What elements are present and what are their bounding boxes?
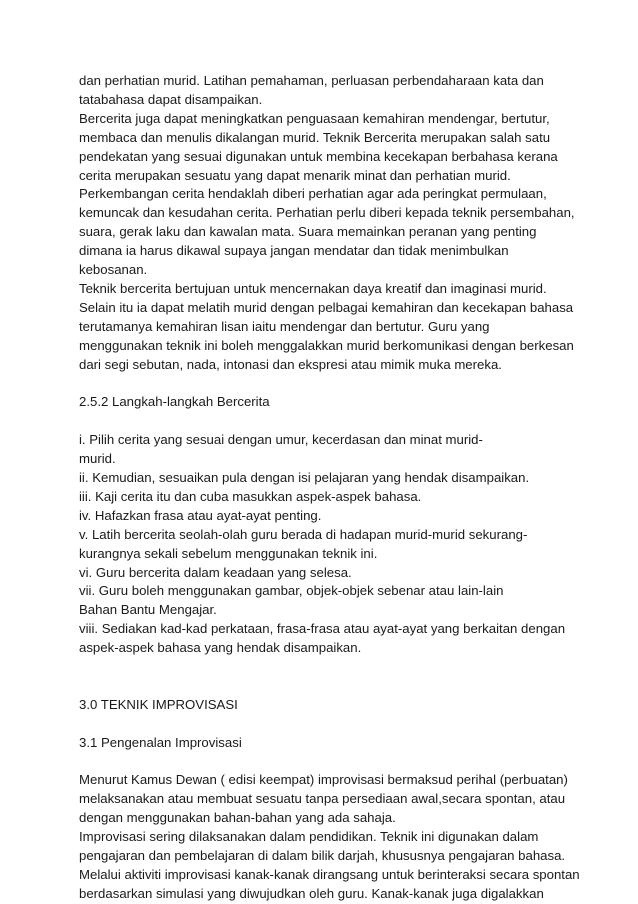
list-item: iv. Hafazkan frasa atau ayat-ayat penting. (79, 507, 322, 523)
paragraph-improvisasi-intro (79, 771, 580, 903)
text-line: pengajaran dan pembelajaran di dalam bilik darjah, khususnya pengajaran bahasa. (79, 848, 566, 864)
text-line: Menurut Kamus Dewan ( edisi keempat) improvisasi bermaksud perihal (perbuatan) (79, 772, 568, 788)
text-line: berdasarkan simulasi yang diwujudkan oleh guru. Kanak-kanak juga digalakkan (79, 885, 544, 901)
text-line: dimana ia harus dikawal supaya jangan mendatar dan tidak menimbulkan (79, 243, 509, 259)
text-line: dari segi sebutan, nada, intonasi dan ekspresi atau mimik muka mereka. (79, 356, 502, 372)
list-item: kurangnya sekali sebelum menggunakan teknik ini. (79, 545, 378, 561)
spacer (79, 658, 569, 696)
list-item: i. Pilih cerita yang sesuai dengan umur, kecerdasan dan minat murid- (79, 432, 483, 448)
section-heading-2-5-2: 2.5.2 Langkah-langkah Bercerita (79, 394, 270, 410)
text-line: melaksanakan atau membuat sesuatu tanpa persediaan awal,secara spontan, atau (79, 791, 566, 807)
list-item: viii. Sediakan kad-kad perkataan, frasa-frasa atau ayat-ayat yang berkaitan dengan (79, 621, 566, 637)
list-item: aspek-aspek bahasa yang hendak disampaikan. (79, 640, 362, 656)
text-line: dan perhatian murid. Latihan pemahaman, perluasan perbendaharaan kata dan (79, 73, 544, 88)
text-line: menggunakan teknik ini boleh menggalakkan murid berkomunikasi dengan berkesan (79, 337, 574, 353)
list-item: ii. Kemudian, sesuaikan pula dengan isi pelajaran yang hendak disampaikan. (79, 470, 530, 485)
list-item: v. Latih bercerita seolah-olah guru berada di hadapan murid-murid sekurang- (79, 526, 528, 542)
text-line: Perkembangan cerita hendaklah diberi perhatian agar ada peringkat permulaan, (79, 186, 547, 202)
list-item: murid. (79, 451, 116, 467)
spacer (79, 375, 569, 394)
spacer (79, 715, 569, 734)
text-line: cerita merupakan sesuatu yang dapat menarik minat dan perhatian murid. (79, 167, 511, 183)
text-line: Teknik bercerita bertujuan untuk mencernakan daya kreatif dan imaginasi murid. (79, 280, 547, 296)
document-page (79, 72, 580, 904)
text-line: membaca dan menulis dikalangan murid. Teknik Bercerita merupakan salah satu (79, 129, 551, 145)
list-item: vi. Guru bercerita dalam keadaan yang selesa. (79, 564, 352, 580)
list-item: vii. Guru boleh menggunakan gambar, objek-objek sebenar atau lain-lain (79, 583, 504, 599)
text-line: tatabahasa dapat disampaikan. (79, 91, 263, 107)
text-line: Melalui aktiviti improvisasi kanak-kanak dirangsang untuk berinteraksi secara spontan (79, 866, 580, 882)
steps-list (79, 431, 569, 658)
text-line: Bercerita juga dapat meningkatkan penguasaan kemahiran mendengar, bertutur, (79, 110, 550, 126)
text-line: terutamanya kemahiran lisan iaitu mendengar dan bertutur. Guru yang (79, 318, 490, 334)
text-line: Improvisasi sering dilaksanakan dalam pendidikan. Teknik ini digunakan dalam (79, 829, 539, 845)
text-line: pendekatan yang sesuai digunakan untuk membina kecekapan berbahasa kerana (79, 148, 558, 164)
section-heading-3-0: 3.0 TEKNIK IMPROVISASI (79, 696, 238, 712)
list-item: Bahan Bantu Mengajar. (79, 602, 217, 618)
spacer (79, 753, 569, 772)
text-line: dengan menggunakan bahan-bahan yang ada sahaja. (79, 810, 396, 826)
text-line: kebosanan. (79, 262, 148, 278)
list-item: iii. Kaji cerita itu dan cuba masukkan aspek-aspek bahasa. (79, 488, 422, 504)
paragraph-bercerita-intro (79, 72, 575, 375)
text-line: kemuncak dan kesudahan cerita. Perhatian perlu diberi kepada teknik persembahan, (79, 205, 575, 221)
spacer (79, 412, 569, 431)
text-line: suara, gerak laku dan kawalan mata. Suara memainkan peranan yang penting (79, 224, 537, 240)
section-heading-3-1: 3.1 Pengenalan Improvisasi (79, 734, 242, 750)
text-line: Selain itu ia dapat melatih murid dengan pelbagai kemahiran dan kecekapan bahasa (79, 299, 574, 315)
